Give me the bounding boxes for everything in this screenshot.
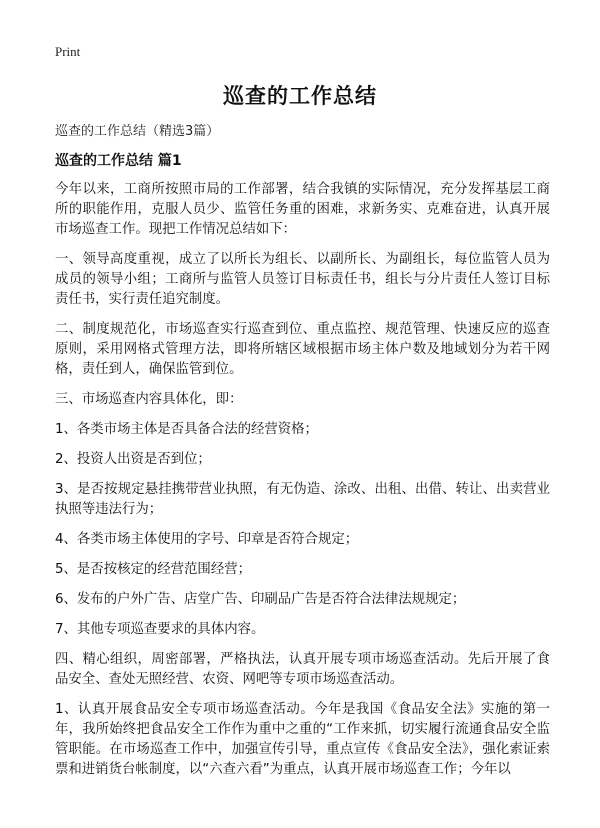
paragraph: 4、各类市场主体使用的字号、印章是否符合规定； <box>55 532 359 547</box>
print-link[interactable]: Print <box>55 44 81 59</box>
subtitle: 巡查的工作总结（精选3篇） <box>55 124 220 139</box>
paragraph: 1、认真开展食品安全专项市场巡查活动。今年是我国《食品安全法》实施的第一年，我所始终把食品安全工作作为重中之重的“工作来抓，切实履行流通食品安全监管职能。在市场巡查工作中，加强宣传引导，重点宣传《食品安全法》，强化索证索票和进销货台帐制度，以“六查六看”为重点，认真开展市场巡查工作；今年以 <box>55 702 550 777</box>
section-heading: 巡查的工作总结 篇1 <box>55 153 182 169</box>
paragraph: 2、投资人出资是否到位； <box>55 452 211 467</box>
paragraph: 1、各类市场主体是否具备合法的经营资格； <box>55 422 318 437</box>
paragraph: 6、发布的户外广告、店堂广告、印刷品广告是否符合法律法规规定； <box>55 592 466 607</box>
paragraph: 3、是否按规定悬挂携带营业执照，有无伪造、涂改、出租、出借、转让、出卖营业执照等违法行为； <box>55 482 550 517</box>
paragraph: 一、领导高度重视，成立了以所长为组长、以副所长、为副组长，每位监管人员为成员的领导小组；工商所与监管人员签订目标责任书，组长与分片责任人签订目标责任书，实行责任追究制度。 <box>55 252 550 307</box>
paragraph: 5、是否按核定的经营范围经营； <box>55 562 251 577</box>
paragraph: 四、精心组织，周密部署，严格执法，认真开展专项市场巡查活动。先后开展了食品安全、查处无照经营、农资、网吧等专项市场巡查活动。 <box>55 652 550 687</box>
paragraph: 7、其他专项巡查要求的具体内容。 <box>55 622 265 637</box>
paragraph: 二、制度规范化，市场巡查实行巡查到位、重点监控、规范管理、快速反应的巡查原则，采用网格式管理方法，即将所辖区域根据市场主体户数及地域划分为若干网格，责任到人，确保监管到位。 <box>55 322 550 377</box>
paragraph: 今年以来，工商所按照市局的工作部署，结合我镇的实际情况，充分发挥基层工商所的职能作用，克服人员少、监管任务重的困难，求新务实、克难奋进，认真开展市场巡查工作。现把工作情况总结如下： <box>55 182 550 237</box>
paragraph: 三、市场巡查内容具体化，即： <box>55 392 243 407</box>
page-title: 巡查的工作总结 <box>223 84 377 108</box>
article-body <box>55 180 550 790</box>
